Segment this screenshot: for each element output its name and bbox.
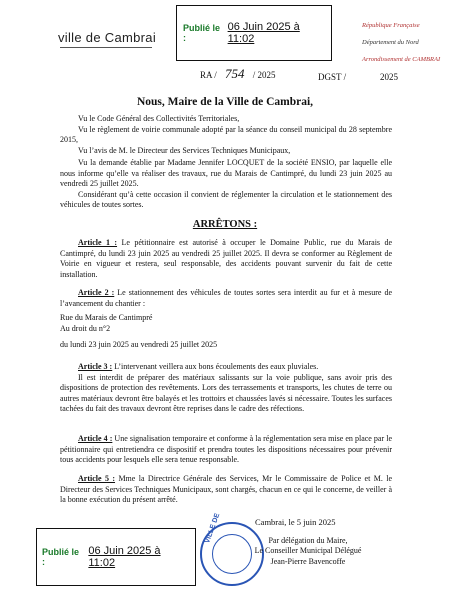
article-1-text: Le pétitionnaire est autorisé à occuper le Domaine Public, rue du Marais de Cantimpré, du lundi 23 juin 2025 au vendredi 25 juillet 2025. Il devra se conformer au Règlement de Voirie en vigueur et restera, seul responsable, des accidents pouvant survenir du fait de cette installation. <box>60 238 392 279</box>
article-5-label: Article 5 : <box>78 474 116 483</box>
request-paragraph: Vu la demande établie par Madame Jennifer LOCQUET de la société ENSIO, par laquelle elle nous informe qu’elle va réaliser des travaux, rue du Marais de Cantimpré, du lundi 23 juin 2025 au vendredi 25 juillet 2025. <box>60 158 392 189</box>
signature-line-2: Le Conseiller Municipal Délégué <box>254 546 362 556</box>
published-stamp-top <box>176 5 332 61</box>
city-logo-text: ville de Cambrai <box>58 30 157 45</box>
article-2-location: Au droit du n°2 <box>60 323 111 333</box>
page-title: Nous, Maire de la Ville de Cambrai, <box>136 96 314 108</box>
place-date: Cambrai, le 5 juin 2025 <box>255 517 336 527</box>
department-text: Département du Nord <box>362 38 419 46</box>
published-date-bottom: 06 Juin 2025 à 11:02 <box>88 545 161 569</box>
admin-header <box>362 22 442 64</box>
seal-inner-ring <box>212 534 252 574</box>
signature-block <box>248 536 368 567</box>
seal-text: VILLE DE <box>204 512 222 545</box>
considerant-paragraph: Considérant qu’à cette occasion il convient de réglementer la circulation et le stationnement des véhicules de toutes sortes. <box>60 189 392 210</box>
article-4 <box>60 434 392 466</box>
article-2-period: du lundi 23 juin 2025 au vendredi 25 juillet 2025 <box>60 340 218 350</box>
article-3-label: Article 3 : <box>78 362 113 371</box>
article-3 <box>60 362 392 415</box>
article-4-label: Article 4 : <box>78 434 113 443</box>
article-2-street: Rue du Marais de Cantimpré <box>60 313 153 322</box>
signature-line-3: Jean-Pierre Bavencoffe <box>270 556 346 566</box>
ref-year: / 2025 <box>252 70 276 80</box>
ref-prefix: RA / <box>200 70 217 80</box>
published-date: 06 Juin 2025 à 11:02 <box>227 21 300 45</box>
consideration-2: Vu le règlement de voirie communale adopté par la séance du conseil municipal du 28 septembre 2015, <box>60 124 392 145</box>
published-label-bottom: Publié le : <box>42 547 80 567</box>
republic-text: République Française <box>362 22 420 29</box>
considerations <box>60 114 392 156</box>
article-1-label: Article 1 : <box>78 238 118 247</box>
article-5-text: Mme la Directrice Générale des Services, Mr le Commissaire de Police et M. le Directeur des Services Techniques Municipaux, sont chargés, chacun en ce qui le concerne, de veiller à la bonne exécution du présent arrêté. <box>60 474 393 505</box>
article-1 <box>60 238 392 280</box>
ref-number: 754 <box>225 66 245 81</box>
consideration-1: Vu le Code Général des Collectivités Territoriales, <box>78 114 240 123</box>
published-stamp-bottom <box>36 528 196 586</box>
article-2 <box>60 288 392 309</box>
article-3-text: L’intervenant veillera aux bons écoulements des eaux pluviales. <box>112 362 319 371</box>
ref-dept: DGST / <box>318 72 347 82</box>
article-5 <box>60 474 392 506</box>
article-2-text: Le stationnement des véhicules de toutes sortes sera interdit au fur et à mesure de l’avancement du chantier : <box>60 288 393 308</box>
arretons-heading: ARRÊTONS : <box>192 219 258 230</box>
published-label: Publié le : <box>183 23 221 43</box>
ref-dept-year: 2025 <box>380 72 398 82</box>
logo-underline <box>60 47 152 48</box>
request-block <box>60 158 392 211</box>
article-2-details <box>60 313 392 351</box>
arrondissement-text: Arrondissement de CAMBRAI <box>362 55 441 63</box>
signature-line-1: Par délégation du Maire, <box>268 536 348 545</box>
article-3-text-2: Il est interdit de préparer des matériaux salissants sur la voie publique, sans avoir pris des dispositions de protection des revêtements. Lors des terrassements et transports, les chutes de terre ou autres matériaux devront être balayés et les trottoirs et chaussées lavés si nécessaire. Toutes les surfaces tachées du fait des travaux devront être reprises dans le cadre des réfections. <box>60 372 392 414</box>
article-2-label: Article 2 : <box>78 288 115 297</box>
article-4-text: Une signalisation temporaire et conforme à la réglementation sera mise en place par le pétitionnaire qui entretiendra ce dispositif et prendra toutes les dispositions nécessaires pour prévenir tous accidents pour lesquels elle sera tenue responsable. <box>60 434 392 465</box>
consideration-3: Vu l’avis de M. le Directeur des Services Techniques Municipaux, <box>78 145 291 155</box>
reference-line <box>200 66 276 82</box>
